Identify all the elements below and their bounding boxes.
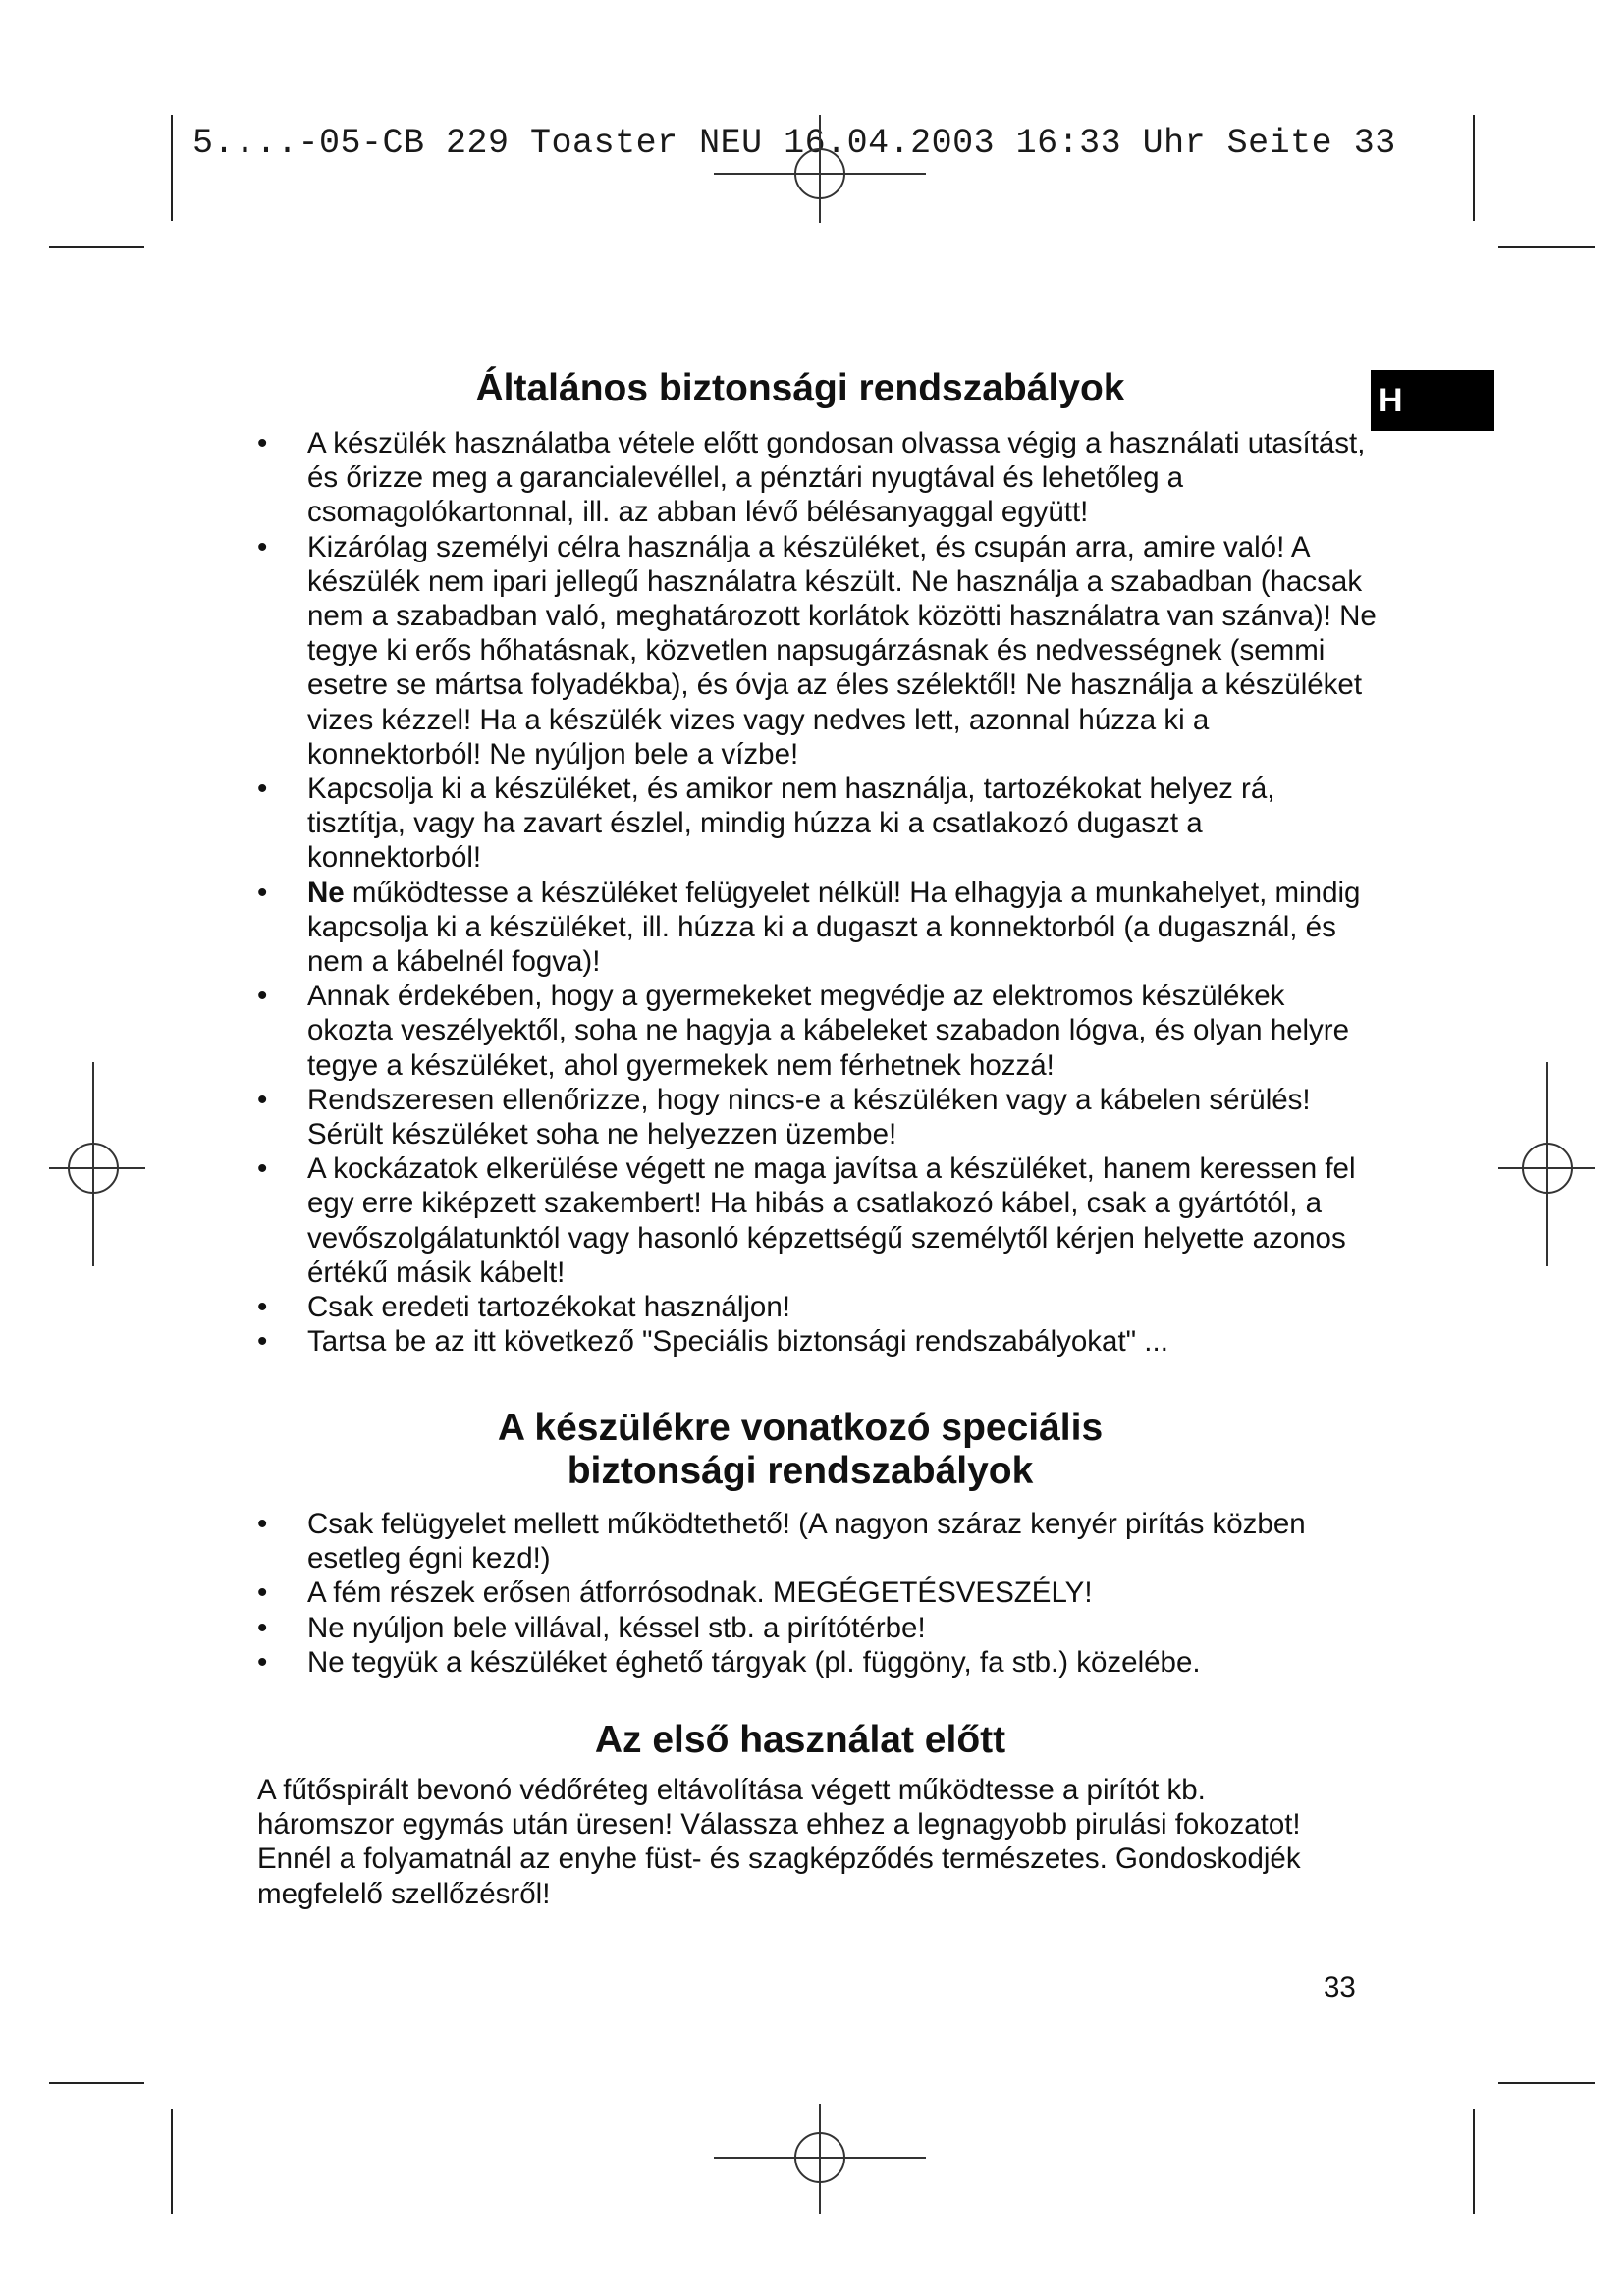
- list-item-text: A készülék használatba vétele előtt gondosan olvassa végig a használati utasítást, és őrizze meg a garancialevéllel, a pénztári nyugtával és lehetőleg a csomagolókartonnal, ill. az abban lévő bélésanyaggal együtt!: [307, 427, 1366, 529]
- bullet-glyph: •: [257, 1291, 268, 1324]
- print-slug-header: 5....-05-CB 229 Toaster NEU 16.04.2003 16:33 Uhr Seite 33: [192, 124, 1396, 163]
- list-item: [257, 1645, 1377, 1680]
- list-item-text: A fém részek erősen átforrósodnak. MEGÉGETÉSVESZÉLY!: [307, 1576, 1093, 1610]
- bullet-glyph: •: [257, 1645, 268, 1679]
- special-safety-list: [257, 1507, 1377, 1680]
- section-title-general-safety: Általános biztonsági rendszabályok: [475, 367, 1125, 409]
- bullet-glyph: •: [257, 773, 268, 806]
- registration-mark-top: [714, 115, 926, 223]
- list-item: [257, 530, 1377, 772]
- bullet-glyph: •: [257, 1083, 268, 1116]
- list-item-text: A kockázatok elkerülése végett ne maga javítsa a készüléket, hanem keressen fel egy erre kiképzett szakembert! Ha hibás a csatlakozó kábel, csak a gyártótól, a vevőszolgálatunktól vagy hasonló képzettségű személytől kérjen helyette azonos értékű másik kábelt!: [307, 1152, 1356, 1289]
- language-tab-label: H: [1379, 381, 1403, 419]
- list-item: [257, 426, 1377, 530]
- section-title-before-first-use: Az első használat előtt: [594, 1719, 1006, 1761]
- list-item: [257, 1507, 1377, 1575]
- list-item-text: Rendszeresen ellenőrizze, hogy nincs-e a készüléken vagy a kábelen sérülés! Sérült készüléket soha ne helyezzen üzembe!: [307, 1083, 1311, 1151]
- list-item-text: Annak érdekében, hogy a gyermekeket megvédje az elektromos készülékek okozta veszélyektől, soha ne hagyja a kábeleket szabadon lógva, és olyan helyre tegye a készüléket, ahol gyermekek nem férhetnek hozzá!: [307, 980, 1350, 1082]
- list-item-emphasis: Ne: [307, 876, 345, 909]
- list-item: [257, 979, 1377, 1083]
- registration-mark-right: [1498, 1062, 1595, 1266]
- list-item-text: Csak felügyelet mellett működtethető! (A nagyon száraz kenyér pirítás közben esetleg égni kezd!): [307, 1508, 1306, 1575]
- list-item: [257, 1151, 1377, 1290]
- list-item: [257, 772, 1377, 876]
- list-item: [257, 876, 1377, 980]
- page-number: 33: [1324, 1971, 1356, 2003]
- general-safety-list: [257, 426, 1377, 1359]
- list-item: [257, 1290, 1377, 1324]
- bullet-glyph: •: [257, 1508, 268, 1540]
- list-item: [257, 1083, 1377, 1151]
- language-tab: [1371, 370, 1494, 431]
- bullet-glyph: •: [257, 980, 268, 1013]
- bullet-glyph: •: [257, 1325, 268, 1359]
- list-item-text: Csak eredeti tartozékokat használjon!: [307, 1291, 790, 1324]
- before-first-use-paragraph: A fűtőspirált bevonó védőréteg eltávolítása végett működtesse a pirítót kb. háromszor egymás után üresen! Válassza ehhez a legnagyobb pirulási fokozatot! Ennél a folyamatnál az enyhe füst- és szagképződés természetes. Gondoskodjék megfelelő szellőzésről!: [257, 1774, 1301, 1910]
- section-title-special-safety: [255, 1407, 1345, 1493]
- section-title-special-safety-line2: biztonsági rendszabályok: [567, 1450, 1034, 1492]
- list-item-text: Kizárólag személyi célra használja a készüléket, és csupán arra, amire való! A készülék nem ipari jellegű használatra készült. Ne használja a szabadban (hacsak nem a szabadban való, meghatározott korlátok közötti használatra van szánva)! Ne tegye ki erős hőhatásnak, közvetlen napsugárzásnak és nedvességnek (semmi esetre se mártsa folyadékba), és óvja az éles szélektől! Ne használja a készüléket vizes kézzel! Ha a készülék vizes vagy nedves lett, azonnal húzza ki a konnektorból! Ne nyúljon bele a vízbe!: [307, 530, 1377, 771]
- list-item-text: Ne tegyük a készüléket éghető tárgyak (pl. függöny, fa stb.) közelébe.: [307, 1645, 1201, 1679]
- list-item-text: működtesse a készüléket felügyelet nélkül! Ha elhagyja a munkahelyet, mindig kapcsolja ki a készüléket, ill. húzza ki a dugaszt a konnektorból (a dugasznál, és nem a kábelnél fogva)!: [307, 876, 1361, 979]
- section-title-special-safety-line1: A készülékre vonatkozó speciális: [497, 1407, 1104, 1449]
- list-item-text: Kapcsolja ki a készüléket, és amikor nem használja, tartozékokat helyez rá, tisztítja, vagy ha zavart észlel, mindig húzza ki a csatlakozó dugaszt a konnektorból!: [307, 773, 1275, 875]
- list-item: [257, 1611, 1377, 1645]
- list-item-text: Ne nyúljon bele villával, késsel stb. a pirítótérbe!: [307, 1611, 926, 1644]
- bullet-glyph: •: [257, 876, 268, 909]
- list-item: [257, 1324, 1377, 1359]
- bullet-glyph: •: [257, 1576, 268, 1610]
- registration-mark-left: [49, 1062, 145, 1266]
- bullet-glyph: •: [257, 1611, 268, 1644]
- bullet-glyph: •: [257, 530, 268, 563]
- bullet-glyph: •: [257, 427, 268, 459]
- list-item-text: Tartsa be az itt következő "Speciális biztonsági rendszabályokat" ...: [307, 1325, 1168, 1359]
- registration-mark-bottom: [714, 2104, 926, 2214]
- bullet-glyph: •: [257, 1152, 268, 1186]
- list-item: [257, 1575, 1377, 1610]
